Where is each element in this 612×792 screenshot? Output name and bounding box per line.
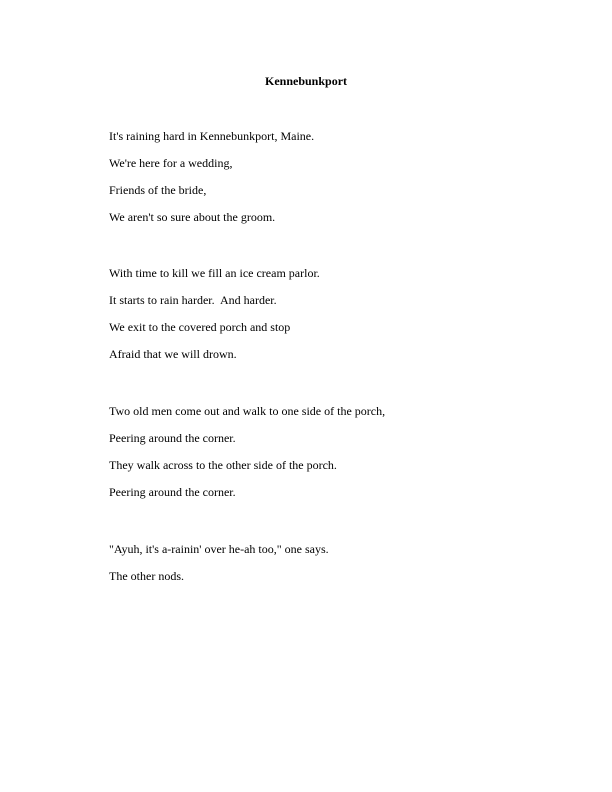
poem-line: The other nods. [109, 569, 184, 583]
poem-line: We're here for a wedding, [109, 156, 233, 170]
poem-line: With time to kill we fill an ice cream parlor. [109, 266, 320, 280]
poem-line: They walk across to the other side of the porch. [109, 458, 337, 472]
poem-line: It starts to rain harder. And harder. [109, 293, 277, 307]
poem-line: We exit to the covered porch and stop [109, 320, 291, 334]
stanza-2 [109, 265, 320, 373]
stanza-1 [109, 128, 314, 236]
poem-line: It's raining hard in Kennebunkport, Maine. [109, 129, 315, 143]
poem-line: Peering around the corner. [109, 431, 236, 445]
poem-title: Kennebunkport [264, 74, 348, 88]
poem-line: "Ayuh, it's a-rainin' over he-ah too," one says. [109, 542, 329, 556]
poem-line: Afraid that we will drown. [109, 347, 237, 361]
poem-line: Peering around the corner. [109, 485, 236, 499]
stanza-4 [109, 541, 329, 595]
poem-line: Friends of the bride, [109, 183, 207, 197]
poem-line: Two old men come out and walk to one side of the porch, [109, 404, 386, 418]
poem-line: We aren't so sure about the groom. [109, 210, 276, 224]
stanza-3 [109, 403, 385, 511]
